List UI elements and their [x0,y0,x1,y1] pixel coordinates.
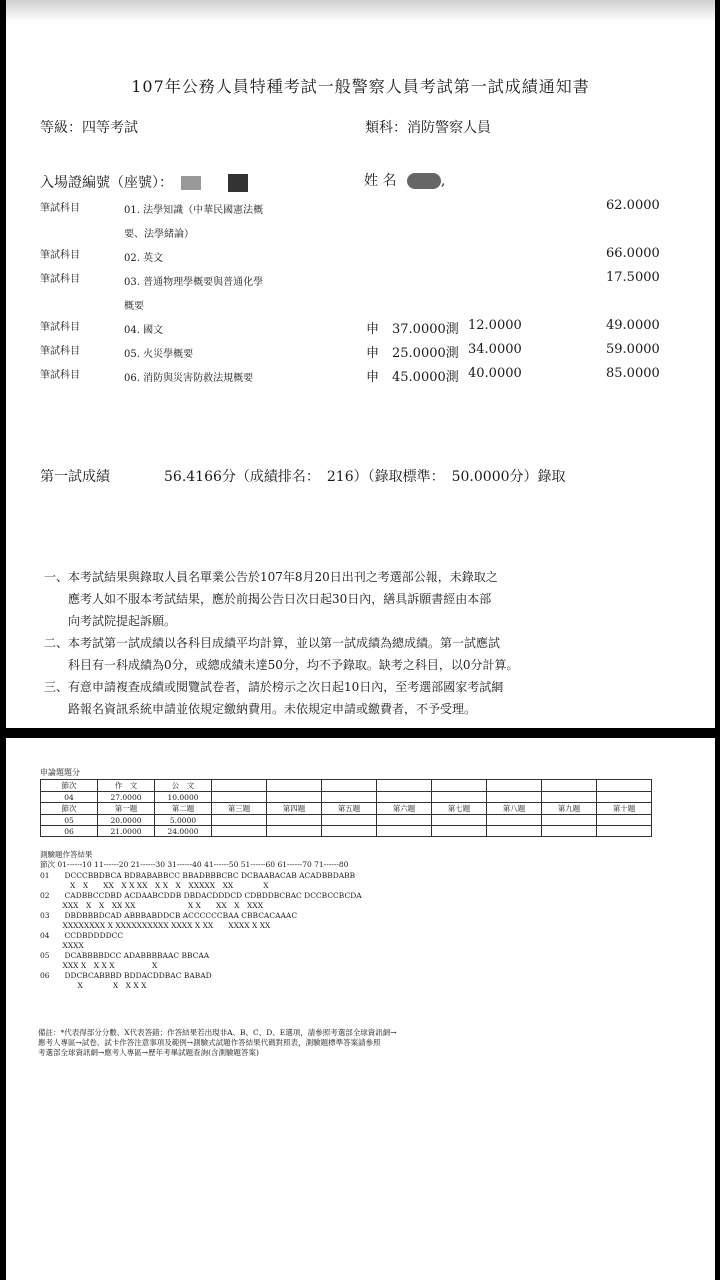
answer-line: 04 CCDBDDDDCC [40,931,124,940]
subject-essay-score: 申 37.0000測 [366,322,459,337]
table-cell: 第八題 [487,803,542,815]
answer-line: 05 DCABBBBDCC ADABBBBAAC BBCAA [40,951,210,960]
table-cell: 節次 [41,780,98,792]
test-answer-lines [40,871,362,991]
table-cell: 5.0000 [155,815,212,826]
subject-type: 筆試科目 [40,322,80,333]
subject-essay-score: 申 25.0000測 [366,346,459,361]
table-row [41,780,652,792]
subject-score: 59.0000 [606,342,660,357]
first-exam-result-label: 第一試成績 [40,469,110,485]
table-cell: 05 [41,815,98,826]
subject-score: 17.5000 [606,270,660,285]
subject-name: 01. 法學知識（中華民國憲法概 [124,205,264,216]
table-cell: 10.0000 [155,792,212,803]
note-line: 三、有意申請複查成績或閱覽試卷者，請於榜示之次日起10日內，至考選部國家考試網 [44,680,504,694]
subject-test-score: 34.0000 [468,342,522,357]
footnote-line: 應考人專區→試卷、試卡作答注意事項及範例→測驗式試題作答結果代碼對照表，測驗題標準答案請參照 [38,1038,381,1047]
score-notice-page-1 [6,0,715,728]
answer-line: X X XX X X XX X X X XXXXX XX X [40,881,269,890]
subject-test-score: 12.0000 [468,318,522,333]
note-line: 一、本考試結果與錄取人員名單業公告於107年8月20日出刊之考選部公報，未錄取之 [44,570,498,584]
table-cell: 第二題 [155,803,212,815]
answer-line: XXX X X XX XX X X XX X XXX [40,901,264,910]
subject-type: 筆試科目 [40,274,80,285]
test-answer-header: 節次 01------10 11------20 21------30 31------40 41------50 51------60 61------70 71------80 [40,860,349,869]
essay-score-title: 申論題題分 [40,768,80,777]
table-cell: 第六題 [377,803,432,815]
note-line: 應考人如不服本考試結果，應於前揭公告日次日起30日內，繕具訴願書經由本部 [68,592,492,606]
table-cell: 第十題 [597,803,652,815]
subject-name: 06. 消防與災害防救法規概要 [124,373,254,384]
note-line: 科目有一科成績為0分，或總成績未達50分，均不予錄取。缺考之科目，以0分計算。 [68,658,519,672]
subject-score: 49.0000 [606,318,660,333]
redacted-name [407,173,441,189]
name-label: 姓 名 [364,173,397,189]
document-title: 107年公務人員特種考試一般警察人員考試第一試成績通知書 [131,77,590,96]
table-cell: 第一題 [98,803,155,815]
table-cell: 20.0000 [98,815,155,826]
table-cell: 04 [41,792,98,803]
subject-score: 66.0000 [606,246,660,261]
notes [44,566,519,720]
redacted-seat-number [228,174,248,192]
table-row [41,826,652,837]
table-row [41,803,652,815]
subject-score: 85.0000 [606,366,660,381]
note-line: 向考試院提起訴願。 [68,614,177,628]
table-cell: 第三題 [212,803,267,815]
answer-line: 02 CADBBCCDBD ACDAABCDDB DBDACDDDCD CDBDDBCBAC DCCBCCBCDA [40,891,362,900]
subject-test-score: 40.0000 [468,366,522,381]
subject-type: 筆試科目 [40,250,80,261]
table-cell: 21.0000 [98,826,155,837]
table-cell: 第七題 [432,803,487,815]
subject-type: 筆試科目 [40,203,80,214]
name-suffix: , [440,173,446,189]
subject-type: 筆試科目 [40,346,80,357]
table-cell: 第五題 [322,803,377,815]
note-line: 路報名資訊系統申請並依規定繳納費用。未依規定申請或繳費者，不予受理。 [68,702,477,716]
table-cell: 公 文 [155,780,212,792]
answer-line: XXXX [40,941,84,950]
footnote [38,1028,397,1058]
table-row [41,792,652,803]
name-row [364,170,445,190]
footnote-line: 備註：*代表得部分分數、X代表答錯；作答結果若出現非A、B、C、D、E選項，請參照考選部全球資訊網→ [38,1028,397,1037]
subject-name-cont: 概要 [124,301,144,312]
subject-name: 04. 國文 [124,325,164,336]
subject-name: 05. 火災學概要 [124,349,194,360]
table-cell: 第九題 [542,803,597,815]
answer-line: X X X X X [40,981,147,990]
answer-line: 06 DDCBCABBBD BDDACDDBAC BABAD [40,971,212,980]
table-cell: 06 [41,826,98,837]
table-cell: 作 文 [98,780,155,792]
answer-line: XXXXXXXX X XXXXXXXXXX XXXX X XX XXXX X XX [40,921,271,930]
subject-name-cont: 要、法學緒論） [124,229,194,240]
subject-score: 62.0000 [606,198,660,213]
subject-name: 03. 普通物理學概要與普通化學 [124,277,264,288]
table-cell: 第四題 [267,803,322,815]
answer-line: 01 DCCCBBDBCA BDBABABBCC BBADBBBCBC DCBAABACAB ACADBBDABB [40,871,356,880]
exam-level: 等級：四等考試 [40,120,138,136]
table-cell: 27.0000 [98,792,155,803]
table-cell: 節次 [41,803,98,815]
answer-line: XXX X X X X X [40,961,158,970]
admission-number-row [40,172,248,192]
note-line: 二、本考試第一試成績以各科目成績平均計算，並以第一試成績為總成績。第一試應試 [44,636,501,650]
redacted-admission-number [181,176,201,190]
first-exam-result: 56.4166分（成績排名： 216）（錄取標準： 50.0000分）錄取 [164,469,566,485]
table-cell: 24.0000 [155,826,212,837]
subject-name: 02. 英文 [124,253,164,264]
table-row [41,815,652,826]
subject-type: 筆試科目 [40,370,80,381]
exam-category: 類科：消防警察人員 [365,120,491,136]
footnote-line: 考選部全球資訊網→應考人專區→歷年考畢試題查詢(含測驗題答案) [38,1048,259,1057]
subject-essay-score: 申 45.0000測 [366,370,459,385]
answer-line: 03 DBDBBBDCAD ABBBABDDCB ACCCCCCBAA CBBCACAAAC [40,911,298,920]
essay-score-table [40,779,652,837]
score-notice-page-2 [6,738,715,1280]
test-answer-title: 測驗題作答結果 [40,850,93,859]
admission-number-label: 入場證編號（座號）： [40,175,173,191]
